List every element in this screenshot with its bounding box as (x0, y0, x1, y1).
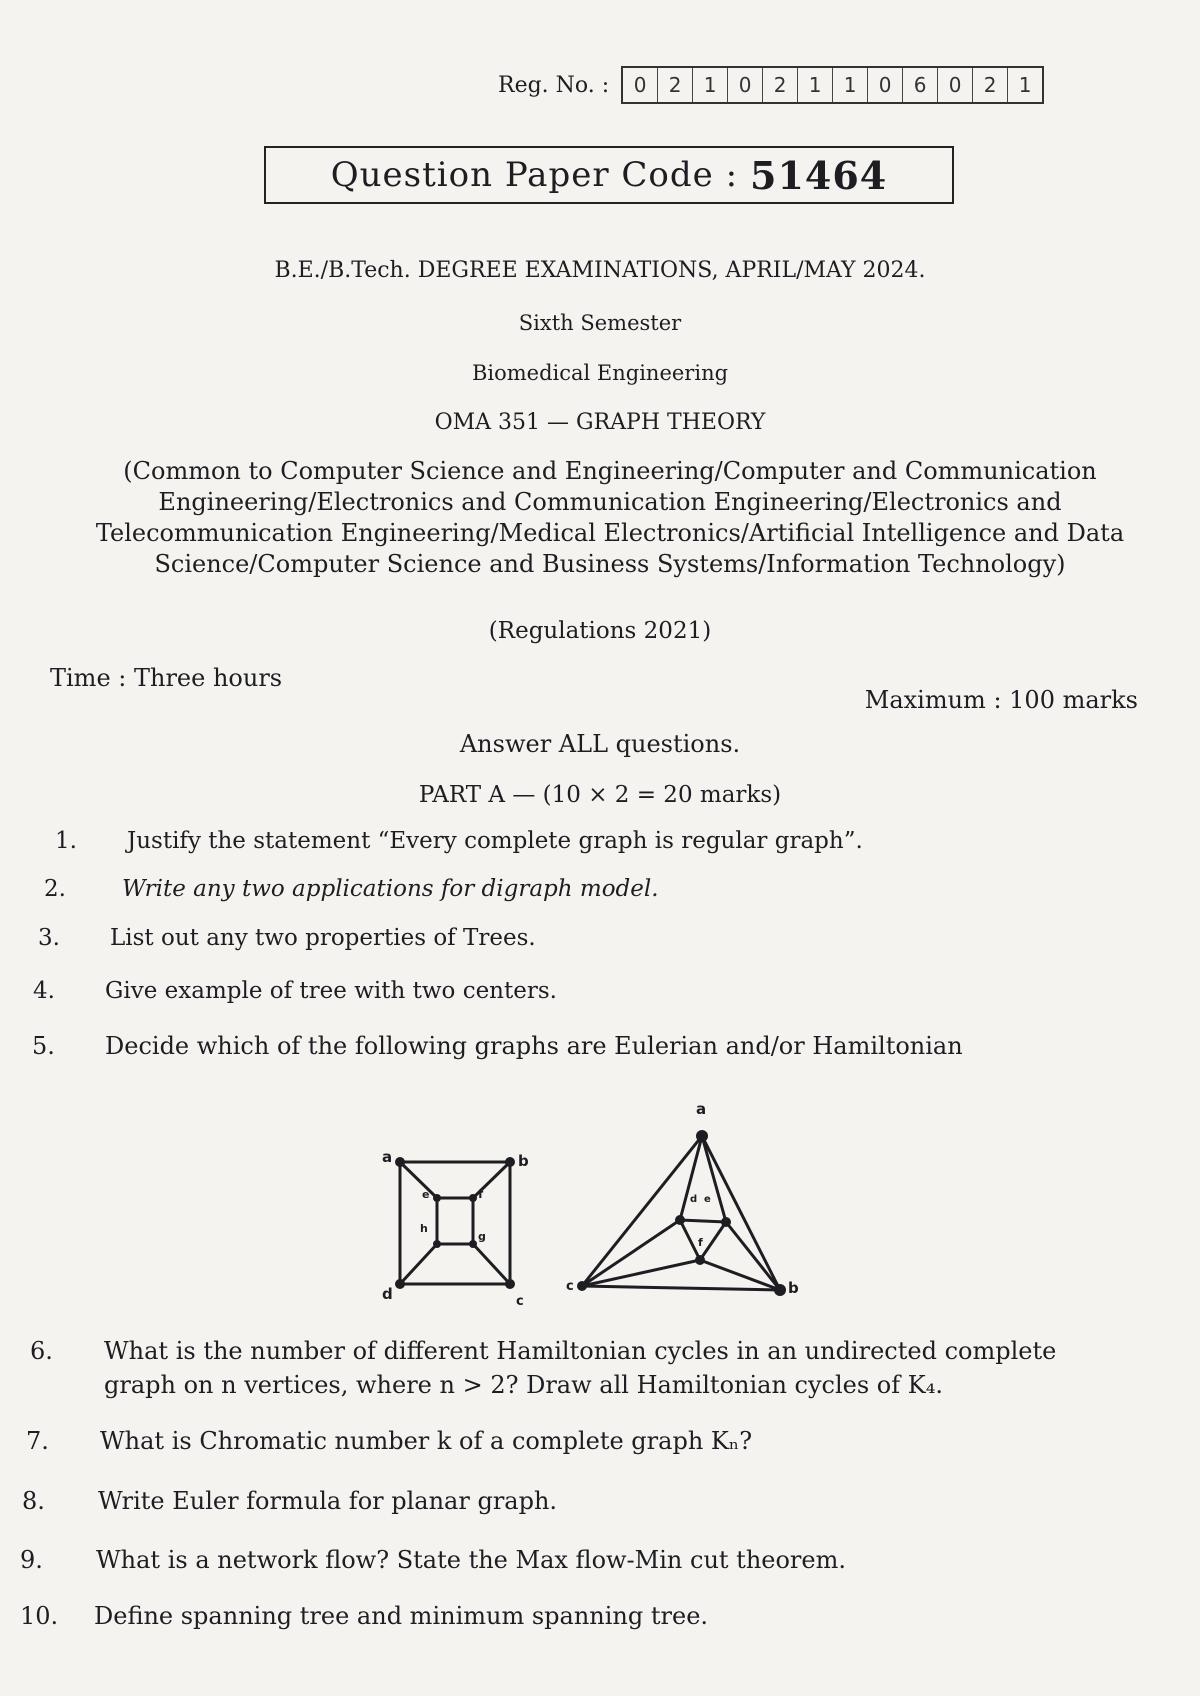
cube-graph (400, 1162, 510, 1284)
question-text: Write Euler formula for planar graph. (98, 1487, 558, 1515)
cube-edge-dh (400, 1244, 437, 1284)
label-d: d (382, 1285, 393, 1303)
vertex-e (721, 1217, 731, 1227)
question-number: 10. (20, 1602, 59, 1630)
cube-edge-ae (400, 1162, 437, 1198)
cube-edge-cg (473, 1244, 510, 1284)
registration-number (498, 66, 1044, 104)
wheel-edge-ab (702, 1136, 780, 1290)
question-number: 5. (32, 1032, 55, 1060)
vertex-e (433, 1194, 441, 1202)
question-text: Justify the statement “Every complete graph is regular graph”. (127, 828, 863, 854)
time-allowed: Time : Three hours (50, 664, 283, 692)
vertex-d (675, 1215, 685, 1225)
reg-digit: 2 (658, 68, 693, 102)
label-g: g (478, 1230, 486, 1243)
reg-digit: 6 (903, 68, 938, 102)
maximum-marks: Maximum : 100 marks (864, 686, 1138, 714)
branch: Biomedical Engineering (471, 361, 729, 385)
label-c: c (516, 1294, 524, 1309)
label-c: c (566, 1279, 574, 1294)
vertex-c (505, 1279, 515, 1289)
semester: Sixth Semester (518, 311, 682, 335)
reg-digit: 1 (693, 68, 728, 102)
question-number: 3. (38, 925, 60, 951)
question-number: 8. (22, 1487, 45, 1515)
instruction: Answer ALL questions. (459, 730, 741, 758)
wheel-edge-de (680, 1220, 726, 1222)
question-text-continued: graph on n vertices, where n > 2? Draw all Hamiltonian cycles of K₄. (104, 1371, 943, 1399)
reg-digit: 1 (1018, 73, 1032, 97)
common-line: Science/Computer Science and Business Systems/Information Technology) (154, 550, 1066, 578)
question-text: What is the number of different Hamiltonian cycles in an undirected complete (104, 1337, 1057, 1365)
reg-digit: 1 (798, 68, 833, 102)
course-title: OMA 351 — GRAPH THEORY (434, 410, 766, 435)
label-b: b (788, 1279, 799, 1297)
label-a: a (382, 1148, 393, 1166)
reg-digit: 2 (763, 68, 798, 102)
vertex-a (395, 1157, 405, 1167)
exam-title: B.E./B.Tech. DEGREE EXAMINATIONS, APRIL/MAY 2024. (274, 258, 926, 283)
question-5-graph-figures (370, 1100, 850, 1320)
common-to-note (60, 456, 1160, 580)
reg-digit: 0 (868, 68, 903, 102)
label-d: d (690, 1194, 698, 1205)
vertex-b (505, 1157, 515, 1167)
common-line: Telecommunication Engineering/Medical Electronics/Artificial Intelligence and Data (95, 519, 1125, 547)
vertex-f (469, 1194, 477, 1202)
regulations: (Regulations 2021) (488, 618, 712, 644)
part-heading: PART A — (10 × 2 = 20 marks) (418, 782, 782, 808)
question-text: What is Chromatic number k of a complete graph Kₙ? (100, 1427, 753, 1455)
common-line: (Common to Computer Science and Engineering/Computer and Communication (123, 457, 1097, 485)
wheel-edge-cb (582, 1286, 780, 1290)
question-paper-code-box (264, 146, 954, 204)
question-number: 6. (30, 1337, 53, 1365)
label-b: b (518, 1152, 529, 1170)
vertex-g (469, 1240, 477, 1248)
reg-digit: 0 (623, 68, 658, 102)
graph-figures-svg (370, 1100, 850, 1320)
vertex-b (774, 1284, 786, 1296)
reg-digit: 1 (833, 68, 868, 102)
question-number: 4. (33, 978, 55, 1004)
wheel-graph (582, 1136, 780, 1290)
reg-number-boxes (621, 66, 1044, 104)
question-text: Define spanning tree and minimum spanning tree. (94, 1602, 709, 1630)
label-f: f (698, 1236, 703, 1249)
common-line: Engineering/Electronics and Communication Engineering/Electronics and (158, 488, 1062, 516)
vertex-h (433, 1240, 441, 1248)
reg-digit: 0 (938, 68, 973, 102)
vertex-d (395, 1279, 405, 1289)
question-number: 2. (44, 876, 66, 902)
qpc-label: Question Paper Code : (330, 155, 739, 195)
label-f: f (478, 1187, 484, 1201)
label-e: e (704, 1194, 711, 1205)
question-text: Write any two applications for digraph model. (122, 876, 659, 902)
question-text: List out any two properties of Trees. (110, 925, 536, 951)
question-text: Give example of tree with two centers. (105, 978, 557, 1004)
wheel-labels (566, 1100, 799, 1297)
reg-digit: 2 (973, 68, 1008, 102)
question-text: What is a network flow? State the Max flow-Min cut theorem. (96, 1546, 846, 1574)
vertex-f (695, 1255, 705, 1265)
qpc-code: 51464 (750, 152, 888, 198)
question-number: 9. (20, 1546, 43, 1574)
label-e: e (422, 1188, 430, 1201)
reg-label: Reg. No. : (498, 72, 610, 98)
question-number: 7. (26, 1427, 49, 1455)
cube-inner-square (437, 1198, 473, 1244)
label-a: a (696, 1100, 707, 1118)
question-text: Decide which of the following graphs are Eulerian and/or Hamiltonian (105, 1032, 963, 1060)
vertex-a (696, 1130, 708, 1142)
reg-digit: 0 (728, 68, 763, 102)
label-h: h (420, 1222, 428, 1235)
question-number: 1. (55, 828, 77, 854)
wheel-edge-df (680, 1220, 700, 1260)
vertex-c (577, 1281, 587, 1291)
wheel-edge-ef (700, 1222, 726, 1260)
